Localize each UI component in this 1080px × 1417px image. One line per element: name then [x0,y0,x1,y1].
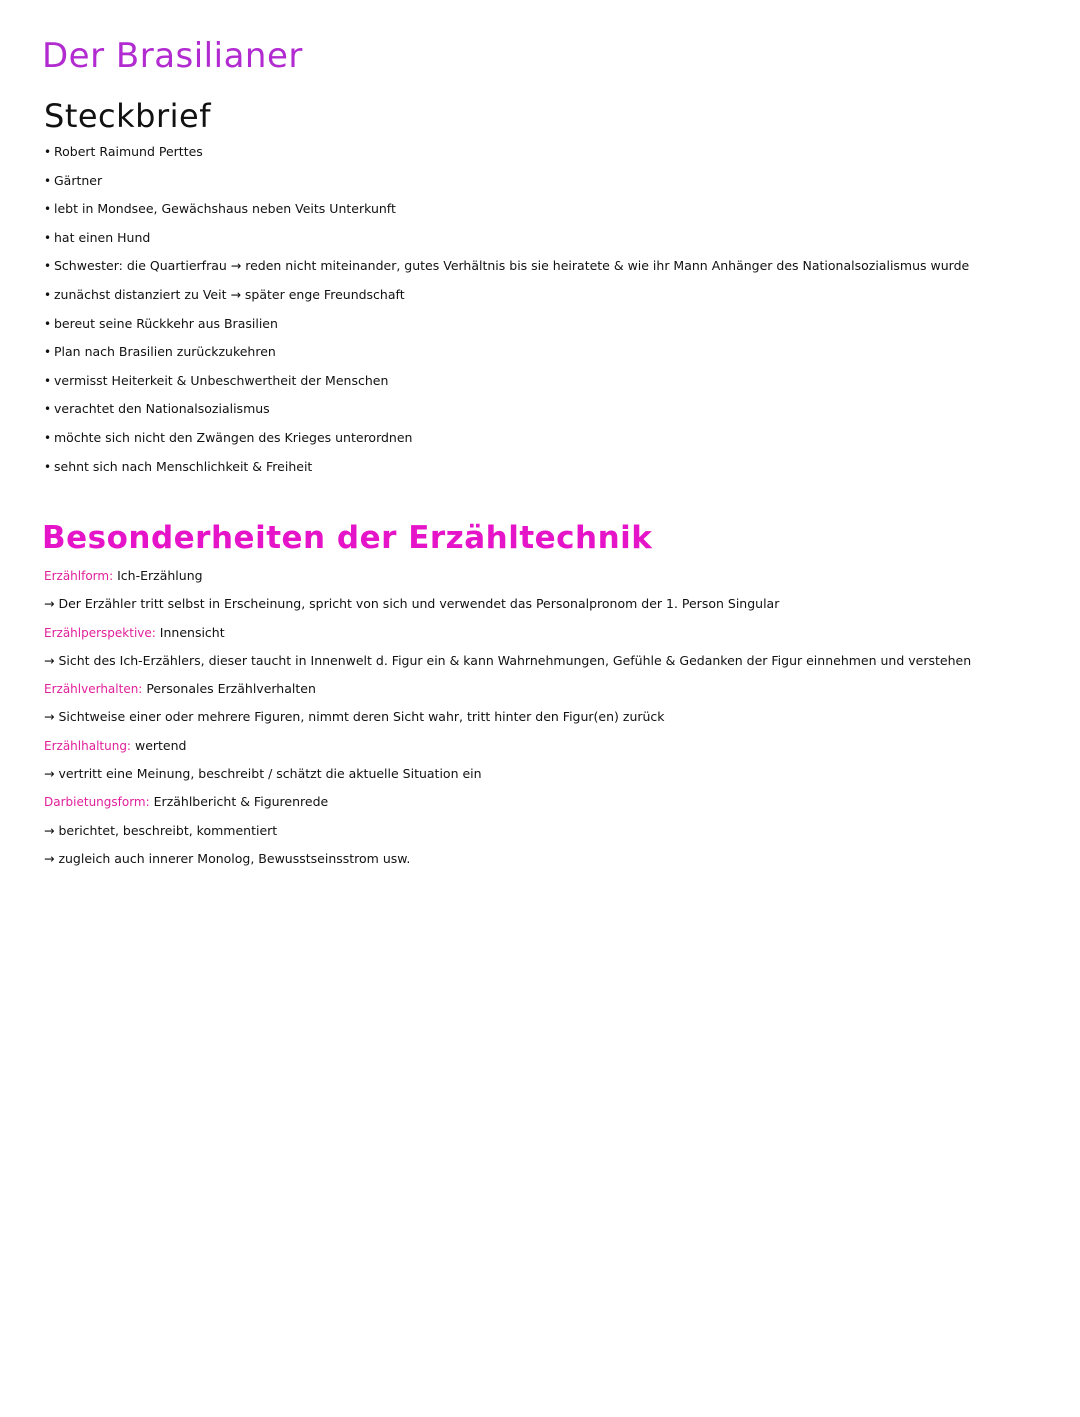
bullet-dot-icon: • [44,316,52,331]
steckbrief-item-text: möchte sich nicht den Zwängen des Krieges unterordnen [54,429,413,445]
technik-explanation-text: → Sichtweise einer oder mehrere Figuren, nimmt deren Sicht wahr, tritt hinter den Figur(en) zurück [44,709,665,725]
steckbrief-item [44,453,1054,482]
steckbrief-item [44,395,1054,424]
technik-explanation [44,647,1054,675]
technik-term-label: Erzählhaltung: [44,738,131,753]
technik-explanation-text: → Der Erzähler tritt selbst in Erscheinung, spricht von sich und verwendet das Personalpronom der 1. Person Singular [44,596,780,612]
steckbrief-item-text: hat einen Hund [54,229,151,245]
technik-term-value: wertend [134,737,187,753]
technik-term-row [44,788,1054,816]
steckbrief-item-text: zunächst distanziert zu Veit → später enge Freundschaft [54,286,405,302]
steckbrief-heading: Steckbrief [44,97,211,135]
bullet-dot-icon: • [44,430,52,445]
steckbrief-item-text: verachtet den Nationalsozialismus [54,401,270,417]
erzaehltechnik-list [44,562,1054,873]
technik-explanation [44,590,1054,618]
bullet-dot-icon: • [44,459,52,474]
bullet-dot-icon: • [44,345,52,360]
technik-term-value: Ich-Erzählung [117,568,203,583]
technik-term-label: Erzählverhalten: [44,682,143,697]
bullet-dot-icon: • [44,373,52,388]
steckbrief-item [44,367,1054,396]
steckbrief-item-text: sehnt sich nach Menschlichkeit & Freiheit [54,458,313,474]
steckbrief-item [44,195,1054,224]
bullet-dot-icon: • [44,145,52,159]
steckbrief-item-text: Robert Raimund Perttes [54,144,203,159]
steckbrief-item-text: lebt in Mondsee, Gewächshaus neben Veits Unterkunft [54,201,396,217]
technik-explanation [44,703,1054,731]
technik-explanation [44,845,1054,873]
technik-term-value: Innensicht [159,624,225,640]
technik-explanation-text: → vertritt eine Meinung, beschreibt / schätzt die aktuelle Situation ein [44,766,482,782]
technik-explanation-text: → Sicht des Ich-Erzählers, dieser taucht in Innenwelt d. Figur ein & kann Wahrnehmungen, Gefühle & Gedanken der Figur einnehmen und verstehen [44,652,972,668]
technik-term-label: Erzählform: [44,569,114,583]
steckbrief-item [44,338,1054,367]
steckbrief-item-text: vermisst Heiterkeit & Unbeschwertheit der Menschen [54,372,389,388]
steckbrief-item [44,224,1054,253]
technik-term-label: Darbietungsform: [44,795,150,810]
bullet-dot-icon: • [44,173,52,188]
steckbrief-item-text: Plan nach Brasilien zurückzukehren [54,344,276,360]
technik-term-row [44,732,1054,760]
steckbrief-item [44,424,1054,453]
steckbrief-item-text: bereut seine Rückkehr aus Brasilien [54,315,278,331]
steckbrief-item-text: Schwester: die Quartierfrau → reden nicht miteinander, gutes Verhältnis bis sie heiratete & wie ihr Mann Anhänger des Nationalsozialismus wurde [54,258,970,274]
steckbrief-item [44,138,1054,167]
technik-explanation [44,817,1054,845]
steckbrief-item-text: Gärtner [54,172,103,188]
steckbrief-item [44,310,1054,339]
technik-explanation-text: → berichtet, beschreibt, kommentiert [44,822,278,838]
steckbrief-list [44,138,1054,481]
technik-term-row [44,675,1054,703]
steckbrief-item [44,252,1054,281]
steckbrief-item [44,167,1054,196]
page-title: Der Brasilianer [42,36,303,76]
erzaehltechnik-heading: Besonderheiten der Erzähltechnik [42,520,653,556]
bullet-dot-icon: • [44,202,52,217]
bullet-dot-icon: • [44,402,52,417]
bullet-dot-icon: • [44,287,52,302]
bullet-dot-icon: • [44,230,52,245]
technik-term-value: Erzählbericht & Figurenrede [153,794,329,810]
technik-term-label: Erzählperspektive: [44,625,156,640]
technik-term-row [44,619,1054,647]
technik-explanation [44,760,1054,788]
technik-term-value: Personales Erzählverhalten [146,681,316,697]
bullet-dot-icon: • [44,259,52,274]
steckbrief-item [44,281,1054,310]
technik-explanation-text: → zugleich auch innerer Monolog, Bewusstseinsstrom usw. [44,850,411,866]
technik-term-row [44,562,1054,590]
